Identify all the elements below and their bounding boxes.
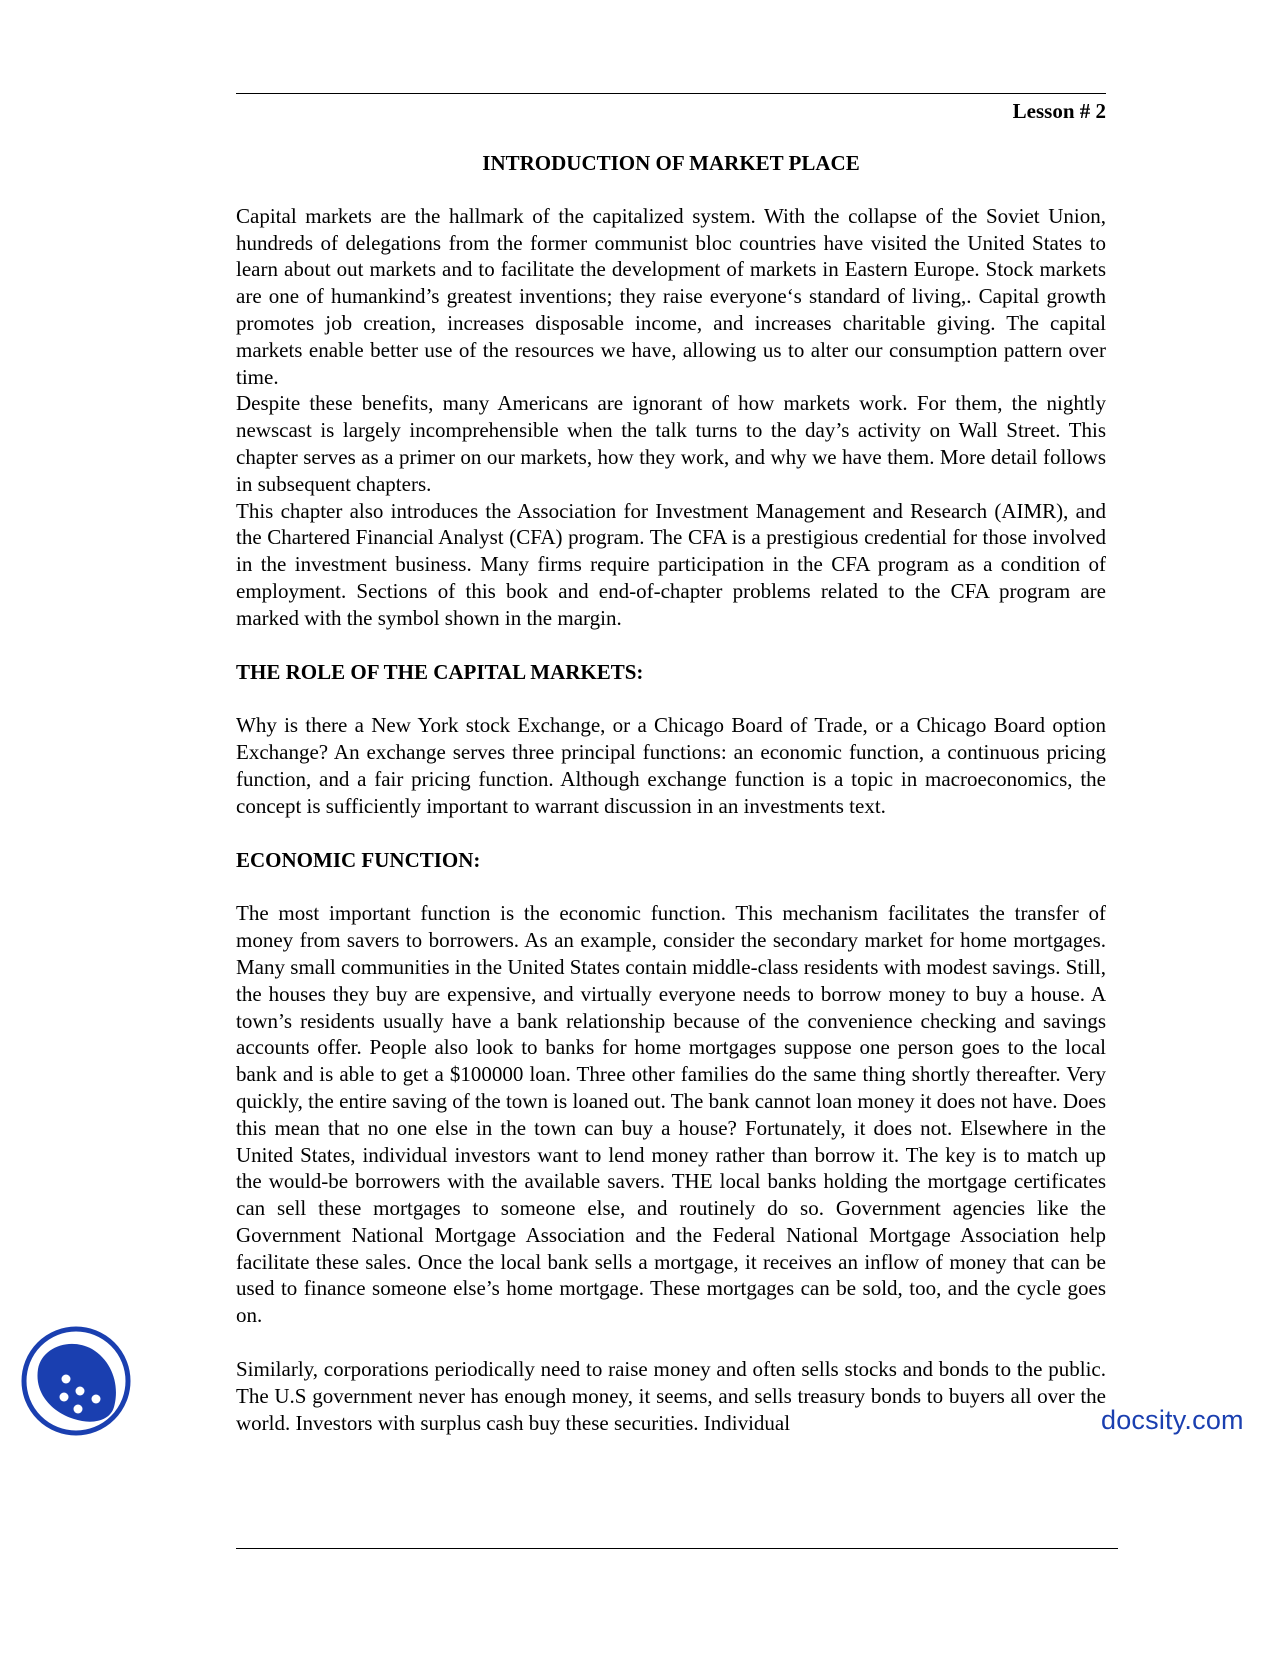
footer-rule (236, 1548, 1118, 1549)
capital-markets-paragraph: Why is there a New York stock Exchange, or a Chicago Board of Trade, or a Chicago Board option Exchange? An exchange serves three principal functions: an economic function, a continuous pricing function, and a fair pricing function. Although exchange function is a topic in macroeconomics, the concept is sufficiently important to warrant discussion in an investments text. (236, 713, 1106, 818)
docsity-logo-icon[interactable] (20, 1325, 132, 1437)
header-rule (236, 93, 1106, 94)
section-heading-economic-function: ECONOMIC FUNCTION: (236, 847, 481, 872)
page-title: INTRODUCTION OF MARKET PLACE (482, 151, 860, 175)
intro-paragraph-1: Capital markets are the hallmark of the capitalized system. With the collapse of the Soviet Union, hundreds of delegations from the former communist bloc countries have visited the United States to learn about out markets and to facilitate the development of markets in Eastern Europe. Stock markets are one of humankind’s greatest inventions; they raise everyone‘s standard of living,. Capital growth promotes job creation, increases disposable income, and increases charitable giving. The capital markets enable better use of the resources we have, allowing us to alter our consumption pattern over time. (236, 203, 1106, 389)
economic-function-paragraph: The most important function is the economic function. This mechanism facilitates the transfer of money from savers to borrowers. As an example, consider the secondary market for home mortgages. Many small communities in the United States contain middle-class residents with modest savings. Still, the houses they buy are expensive, and virtually everyone needs to borrow money to buy a house. A town’s residents usually have a bank relationship because of the convenience checking and savings accounts offer. People also look to banks for home mortgages suppose one person goes to the local bank and is able to get a $100000 loan. Three other families do the same thing shortly thereafter. Very quickly, the entire saving of the town is loaned out. The bank cannot loan money it does not have. Does this mean that no one else in the town can buy a house? Fortunately, it does not. Elsewhere in the United States, individual investors want to lend money rather than borrow it. The key is to match up the would-be borrowers with the available savers. THE local banks holding the mortgage certificates can sell these mortgages to someone else, and routinely do so. Government agencies like the Government National Mortgage Association and the Federal National Mortgage Association help facilitate these sales. Once the local bank sells a mortgage, it receives an inflow of money that can be used to finance someone else’s home mortgage. These mortgages can be sold, too, and the cycle goes on. (236, 901, 1106, 1328)
economic-function-paragraph-2: Similarly, corporations periodically need to raise money and often sells stocks and bonds to the public. The U.S government never has enough money, it seems, and sells treasury bonds to buyers all over the world. Investors with surplus cash buy these securities. Individual (236, 1357, 1106, 1435)
page-content (236, 150, 1106, 1436)
docsity-brand-link[interactable]: docsity.com (1101, 1405, 1244, 1435)
lesson-number: Lesson # 2 (1012, 99, 1106, 123)
intro-paragraph-3: This chapter also introduces the Association for Investment Management and Research (AIMR), and the Chartered Financial Analyst (CFA) program. The CFA is a prestigious credential for those involved in the investment business. Many firms require participation in the CFA program as a condition of employment. Sections of this book and end-of-chapter problems related to the CFA program are marked with the symbol shown in the margin. (236, 498, 1106, 630)
section-heading-capital-markets: THE ROLE OF THE CAPITAL MARKETS: (236, 659, 644, 684)
intro-paragraph-2: Despite these benefits, many Americans are ignorant of how markets work. For them, the nightly newscast is largely incomprehensible when the talk turns to the day’s activity on Wall Street. This chapter serves as a primer on our markets, how they work, and why we have them. More detail follows in subsequent chapters. (236, 391, 1106, 496)
